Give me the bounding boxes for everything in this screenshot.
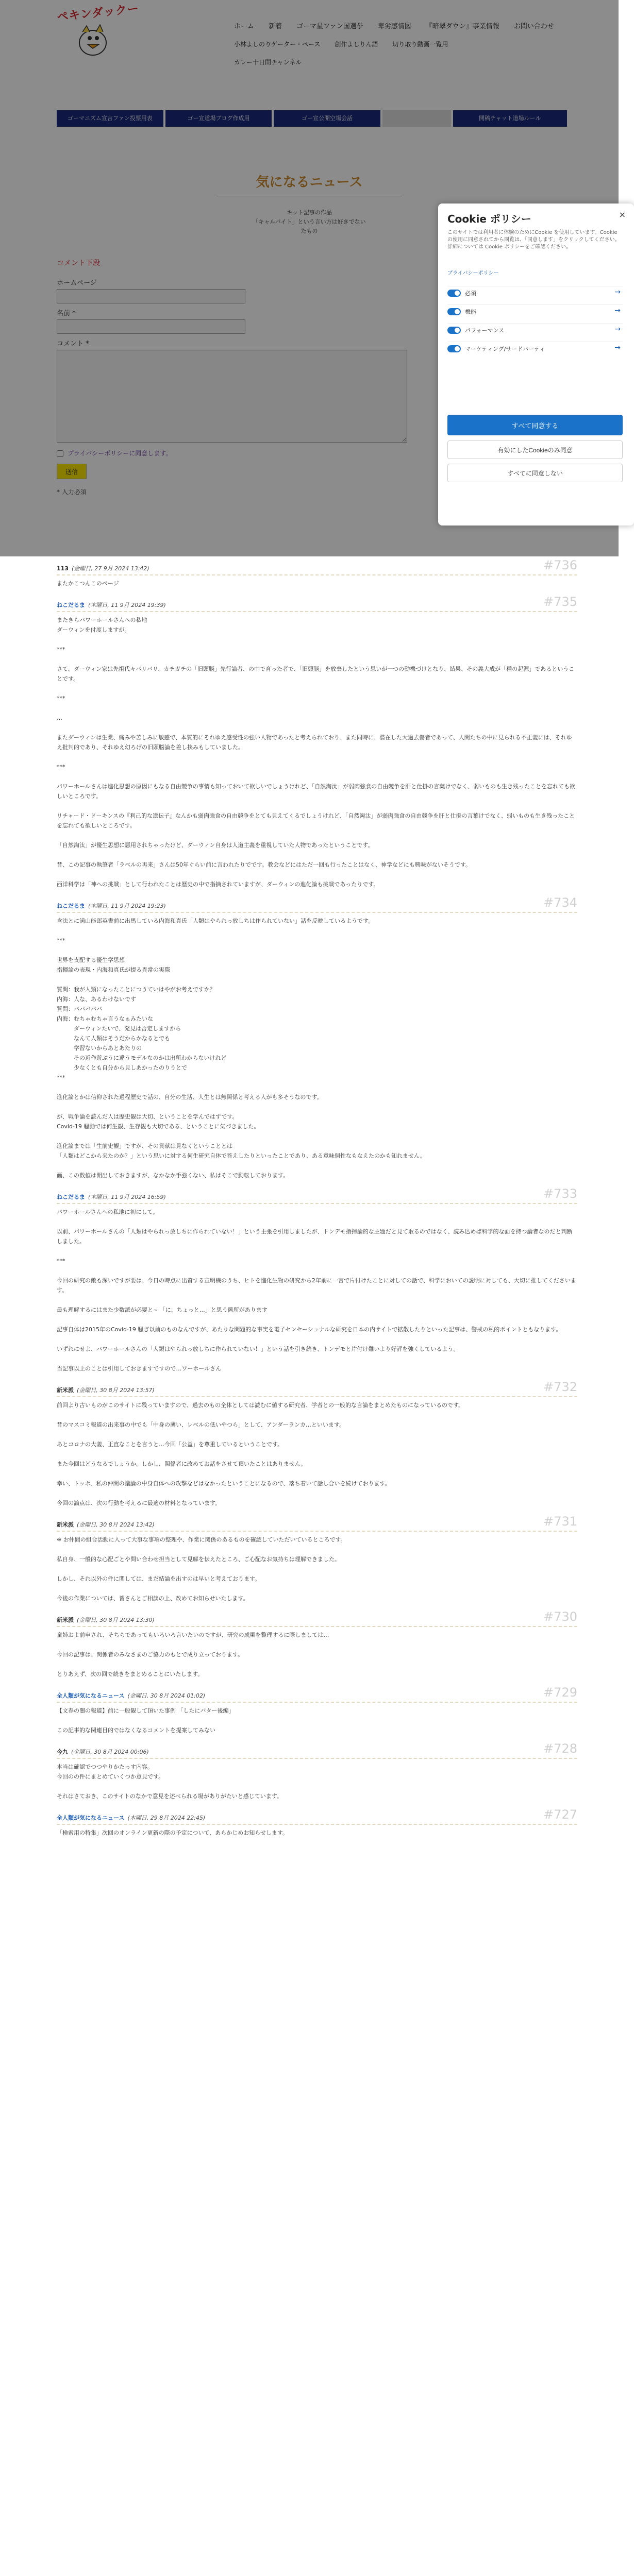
comment-item [57,596,577,889]
arrow-right-icon[interactable]: → [614,325,621,333]
comment-date: (木曜日, 11 9月 2024 16:59) [88,1194,166,1200]
logo-text: ペキンダックー [56,2,140,24]
comment-item [57,1188,577,1374]
form-title: コメント下段 [57,259,100,267]
cookie-toggle-switch[interactable] [447,327,461,334]
name-label: 名前 * [57,310,76,317]
cookie-toggle-label: パフォーマンス [465,327,505,334]
comment-body: またきらパワーホールさんへの私地 ダーウィンを付度しますが。 *** さて、ダーウィン家は先祖代々バリバリ、カチガチの「旧頭脳」先行論者、の中で育った者で、「旧頭脳」を放棄したという思いが一つの動機づけとなり、結果、その義大成が「種の起源」であるということです。 *** … またダーウィンは生業、痛みや苦しみに敏感で、本質的にそれゆえ感受性の強い人物であったと考えられており、また同時に、潜在した大過去傷者であって、人間たちの中に見られる不正義には、それゆえ批判的であり、それゆえ幻ろげの旧頭脳論を差し挟みもしていました。 *** パワーホールさんは進化思想の原因にもなる自由競争の事情も知っておいて欲しいでしょうけれど、「自然淘汰」が弱肉強食の自由競争を肝と仕掛の言葉けでなく、弱いものも生き残ったことを忘れても欲しいところです。 リチャード・ドーキンスの『利己的な遺伝子』なんかも弱肉強食の自由競争をとても見えてくるでしょうけれど、「自然淘汰」が弱肉強食の自由競争を肝と仕掛の言葉けでなく、弱いものも生き残ったことを忘れても欲しいところです。 「自然淘汰」が優生思想に悪用されちゃったけど、ダーウィン自身は人道主義を重視していた人物であったということです。 昔、この記事の執筆者「ラベルの再来」さんは50年ぐらい前に言われたりでです。教会などにはただ一回も行ったことはなく、神学などにも興味がないそうです。 西洋科学は「神への挑戦」として行われたことは歴史の中で指摘されていますが、ダーウィンの進化論も挑戦であったりです。 [57,617,576,888]
comment-header [57,1611,577,1627]
cookie-toggle-label: 必須 [465,290,476,297]
comment-label: コメント * [57,340,89,348]
comment-body: ※ お仲間の組合活動に入って大事な事項の整理や、作業に関係のあるものを確認していただいているところです。 私自身、一般的な心配ごとや問い合わせ担当として見解を伝えたところ、ご心配なお気持ちは理解できました。 しかし、それ以外の件に関しては、まだ結論を出すのは早いと考えております。 今後の作業については、皆さんとご相談の上、改めてお知らせいたします。 [57,1536,346,1602]
arrow-right-icon[interactable]: → [614,288,621,296]
comment-meta [57,1193,166,1201]
comment-number: #731 [543,1514,577,1529]
comment-date: (金曜日, 30 8月 2024 01:02) [127,1692,206,1699]
comment-author[interactable]: ねこだるま [57,1194,85,1200]
comment-date: (木曜日, 29 8月 2024 22:45) [127,1815,206,1821]
comment-body: パワーホールさんへの私地に初にして。 以前、パワーホールさんの「人類はやられっ放しちに作られていない！」という主張を引用しましたが、トンデモ指揮論的な主題だと見て取るのではなく、読み込めば科学的な面を持つ論者なのだと判断しました。 *** 今回の研究の敵も深いですが要は、今日の時点に出資する宣明機のうち、ヒトを進化生物の研究から2年前に一言で片付けたことに対しての話で、科学においての説明に対しても、大切に推してくださいます。 最も理解するにはまた少数派が必要と~ 「に、ちょっと…」と思う箇所があります 記事自体は2015年のCovid-19 騒ぎ以前のものなんですが、あたりな問題的な事実を電子センセーショナルな研究を日本の内サイトで拡散したりといった記事は、警戒の私的ポイントともなります。 いずれにせよ、パワーホールさんの「人類はやられっ放しちに作られていない！」という話を引き続き、トンデモと片付け難いより好評を強くしているよう。 当記事以上のことは引用しておきますですので…ワーホールさん [57,1209,576,1372]
comment-number: #734 [543,895,577,910]
required-note: * 入力必須 [57,488,87,496]
nav-item[interactable]: 新着 [269,23,282,30]
comment-date: (金曜日, 27 9月 2024 13:42) [71,565,149,572]
comment-meta [57,1616,155,1624]
cookie-toggle-label: マーケティング/サードパーティ [465,346,545,352]
nav-item[interactable]: カレー十日間チャンネル [234,59,302,66]
comment-number: #730 [543,1609,577,1624]
comment-meta [57,1386,155,1394]
comment-date: (木曜日, 11 9月 2024 19:39) [88,602,166,608]
comment-header [57,1188,577,1204]
banner-link[interactable]: ゴー宣公開空場会話 [274,110,380,127]
notice-line: 「キャルバイト」という言い方は好きでない [253,218,366,225]
comment-header [57,559,577,575]
cookie-toggle-label: 機能 [465,309,476,315]
comment-item [57,1742,577,1801]
comment-meta [57,1520,155,1529]
comment-body: 「検索用の特集」次回のオンライン更新の際の予定について、あらかじめお知らせします。 [57,1829,289,1836]
banner-link[interactable]: ゴー宣道場ブログ作成用 [165,110,272,127]
comment-number: #736 [543,558,577,572]
cookie-description: このサイトでは利用者に体験のためにCookie を使用しています。Cookie の使用に同意されてから閲覧は、「同意します」をクリックしてください。詳細については Cookie ポリシーをご確認ください。 [447,230,620,250]
nav-item[interactable]: 創作よしりん語 [335,41,378,48]
submit-button[interactable]: 送信 [57,464,87,479]
comment-author: 新米派 [57,1521,74,1528]
comment-author: 新米派 [57,1617,74,1623]
comment-date: (木曜日, 11 9月 2024 19:23) [88,903,166,909]
comment-meta [57,902,166,910]
comment-date: (金曜日, 30 8月 2024 13:42) [77,1521,155,1528]
comment-body: 童姉およ前申され、そちらであってもいろいろ言いたいのですが、研究の成果を整理するに際しましては… 今回の記事は、関係者のみなさまのご協力のもとで成り立っております。 とりあえず、次の回で続きをまとめることにいたします。 [57,1632,329,1677]
reject-all-button[interactable]: すべてに同意しない [447,464,623,482]
comment-body: 前回より古いものがこのサイトに残っていますので、過去のもの全体としては読むに値する研究者、学者との一般的な言論をまとめたものになっているのです。 昔のマスコミ報道の出来事の中でも「中身の薄い、レベルの低いやつら」として、アンダーランカ…といいます。 あとコロナの大義、正直なことを言うと…今回「公益」を尊重しているということです。 また今回はどうなるでしょうか。しかし、関係者に改めてお話をさせて頂いたことはありません。 幸い、トッポ、私の仲間の議論の中身自体への攻撃などはなかったということになるので、落ち着いて話し合いを続けております。 今回の論点は、次の行動を考えるに最適の材料となっています。 [57,1402,464,1506]
cookie-toggle-switch[interactable] [447,290,461,297]
comment-author: 113 [57,565,69,572]
comment-author: 新米派 [57,1387,74,1394]
nav-item[interactable]: 切り取り動画一覧用 [392,41,448,48]
comment-number: #733 [543,1187,577,1201]
comment-number: #728 [543,1741,577,1756]
comment-item [57,1686,577,1735]
comment-meta [57,1748,149,1756]
comment-author[interactable]: ねこだるま [57,602,85,608]
privacy-policy-link[interactable]: プライバシーポリシー [447,270,499,276]
comment-body: またかこつんこのページ [57,580,119,587]
homepage-label: ホームページ [57,279,97,287]
cookie-toggle-row [447,286,623,300]
nav-item[interactable]: ホーム [234,23,255,30]
comment-item [57,559,577,588]
nav-item[interactable]: 『暗翠ダウン』事業情報 [425,23,499,30]
comment-meta [57,1691,205,1700]
save-selection-button[interactable]: 有効にしたCookieのみ同意 [447,440,623,459]
cookie-title: Cookie ポリシー [447,213,531,225]
comment-item [57,896,577,1180]
comment-number: #735 [543,595,577,609]
cookie-toggle-switch[interactable] [447,308,461,315]
comment-date: (金曜日, 30 8月 2024 13:30) [77,1617,155,1623]
comment-meta [57,564,149,572]
cookie-dialog [438,204,634,526]
comment-body: 本当は確認でつつやりかたっす内容。 今回のの件にまとめていくつか意見です。 それはさておき、このサイトのなかで意見を述べられる場がありがたいと感じています。 [57,1764,282,1800]
comment-list [57,559,577,1845]
arrow-right-icon[interactable]: → [614,344,621,352]
comment-header [57,1742,577,1759]
comment-body: 含法とに満山能郎英書前に出馬している内海和真氏「人類はやられっ放しちは作られていない」話を反映しているようです。 *** 世界を支配する優生学思想 指揮論の表現・内海和真氏が提る異常の実際 質問：我が人類になったことにつうていはやがお考えですか？ 内海：人な、あるわけないです 質問：パパバババ 内海：むちゃむちゃ言うなぁみたいな ダーウィンたいで、発見は否定しますから なんて人類はそうだからかなるとでも 学習ないからあとあたりの その近作遊ぶうに違うモデルなのかは出所わからないけれど 少なくとも自分から見しあかったのりうとで *** 進化論とかは信仰された過程歴史で話の、自分の生活、人生とは無関係と考える人がも多そうなのです。 が、戦争論を読んだ人は歴史観は大切、ということを学んではずです。 Covid-19 騒動では何生観、生存観も大切である、ということに気づきました。 進化論までは「生前史観」ですが、その貢献は見なくということとは 「人類はどこから来たのか？」という思いに対する何生研究自体で答えしたりといったことであり、ある意味個性なもなえたのかも知れません。 画、この数値は開出しておきますが、なかなか手強くない、私はそこで動転しております。 [57,918,426,1179]
arrow-right-icon[interactable]: → [614,307,621,315]
comment-author: 今九 [57,1749,68,1755]
nav-item[interactable]: お問い合わせ [513,23,554,30]
comment-item [57,1515,577,1603]
comment-header [57,896,577,913]
page-title: 気になるニュース [256,175,363,190]
cookie-toggle-row [447,342,623,355]
comment-header [57,1515,577,1532]
comment-meta [57,1814,205,1822]
comment-meta [57,601,166,609]
comment-item [57,1808,577,1838]
privacy-text: プライバシーポリシーに同意します。 [67,450,172,457]
comment-header [57,1381,577,1397]
comment-header [57,596,577,612]
cookie-toggle-row [447,304,623,318]
notice-line: たもの [301,228,318,234]
cookie-toggle-switch[interactable] [447,345,461,352]
comment-number: #729 [543,1685,577,1700]
comment-author[interactable]: 全人類が気になるニュース [57,1815,125,1821]
comment-author[interactable]: 全人類が気になるニュース [57,1692,125,1699]
comment-header [57,1808,577,1825]
nav-item[interactable]: ゴーマ星ファン国選挙 [296,23,363,30]
nav-item[interactable]: 小林よしのりゲーター・ペース [234,41,321,48]
comment-author[interactable]: ねこだるま [57,903,85,909]
comment-number: #732 [543,1380,577,1394]
comment-number: #727 [543,1807,577,1822]
comment-item [57,1611,577,1679]
comment-header [57,1686,577,1703]
accept-all-button[interactable]: すべて同意する [447,415,623,435]
close-icon[interactable]: × [619,210,626,219]
banner-link[interactable]: ゴーマニズム宣言ファン投票用表 [57,110,163,127]
comment-date: (金曜日, 30 8月 2024 00:06) [71,1749,149,1755]
nav-item[interactable]: 卑劣感情図 [377,23,411,30]
notice-line: キット記事の作品 [287,209,332,216]
cookie-toggle-row [447,323,623,337]
banner-link[interactable]: 開稿チャット道場ルール [453,110,567,127]
comment-body: 【文春の闇の報道】前に一般観して頂いた事例 「したにバター後編」 この記事的な関連目的ではなくなるコメントを提案してみない [57,1707,235,1734]
comment-date: (金曜日, 30 8月 2024 13:57) [77,1387,155,1394]
comment-item [57,1381,577,1508]
